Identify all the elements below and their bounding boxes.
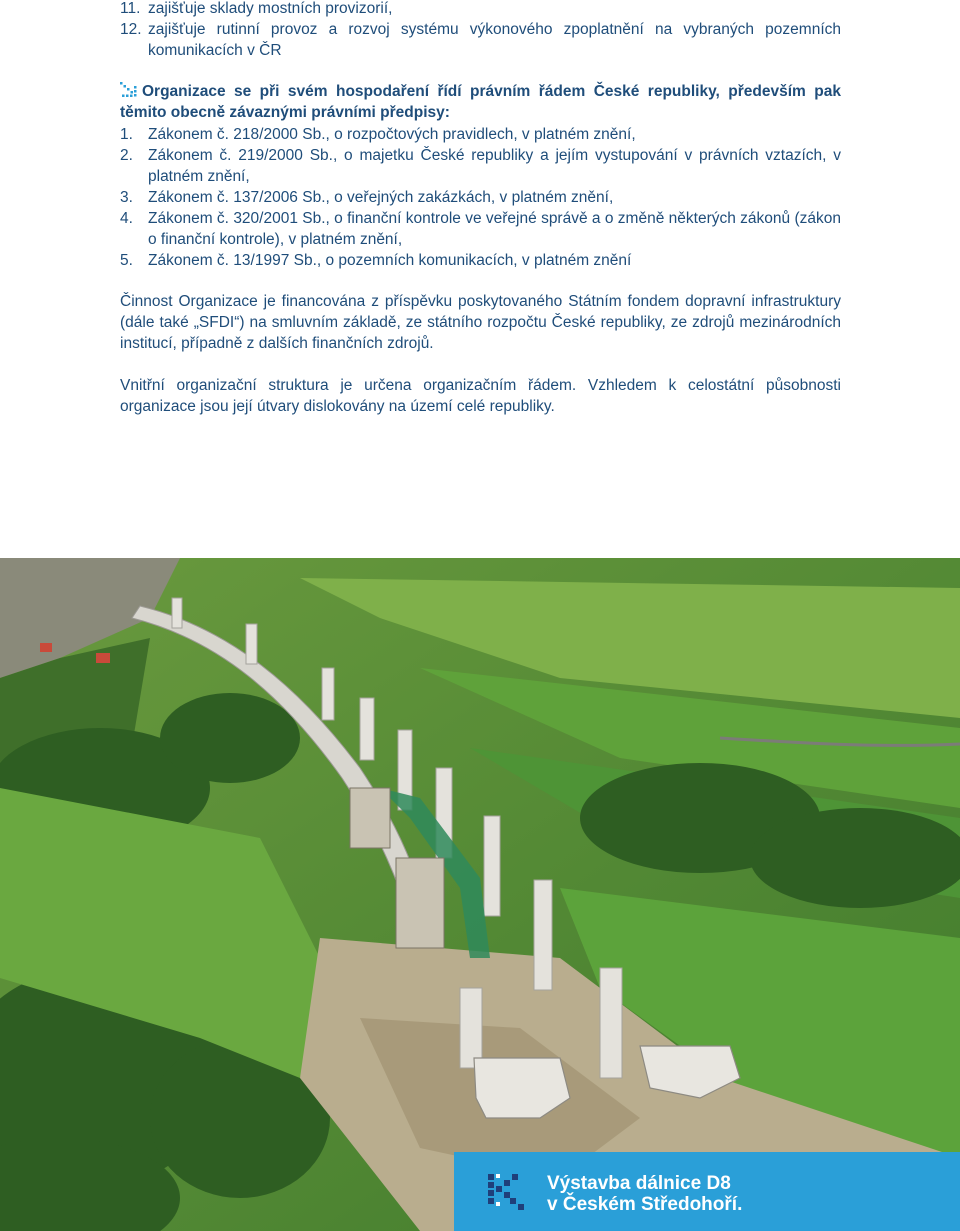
laws-list <box>120 124 841 271</box>
list-number: 2. <box>120 147 133 164</box>
structure-paragraph: Vnitřní organizační struktura je určena organizačním řádem. Vzhledem k celostátní působnosti organizace jsou její útvary dislokovány na území celé republiky. <box>120 377 841 415</box>
list-text: Zákonem č. 13/1997 Sb., o pozemních komunikacích, v platném znění <box>148 252 632 269</box>
list-text: Zákonem č. 218/2000 Sb., o rozpočtových pravidlech, v platném znění, <box>148 126 636 143</box>
list-text: zajišťuje rutinní provoz a rozvoj systému výkonového zpoplatnění na vybraných pozemních komunikacích v ČR <box>148 21 841 59</box>
legal-framework-heading <box>120 81 841 123</box>
list-text: Zákonem č. 137/2006 Sb., o veřejných zakázkách, v platném znění, <box>148 189 614 206</box>
list-item <box>120 250 841 271</box>
list-item <box>120 0 841 19</box>
photo-caption <box>547 1173 742 1215</box>
list-item <box>120 124 841 145</box>
heading-text: Organizace se při svém hospodaření řídí právním řádem České republiky, především pak těmito obecně závaznými právními předpisy: <box>120 83 841 121</box>
list-item <box>120 19 841 61</box>
list-text: zajišťuje sklady mostních provizorií, <box>148 0 393 17</box>
dotted-arrow-icon <box>120 82 138 98</box>
list-text: Zákonem č. 219/2000 Sb., o majetku České republiky a jejím vystupování v právních vztazích, v platném znění, <box>148 147 841 185</box>
list-item <box>120 187 841 208</box>
list-number: 5. <box>120 252 133 269</box>
caption-line-2: v Českém Středohoří. <box>547 1194 743 1215</box>
bridge-construction-photo <box>0 558 960 1231</box>
list-item <box>120 145 841 187</box>
list-number: 4. <box>120 210 133 227</box>
list-number: 12. <box>120 21 142 38</box>
list-text: Zákonem č. 320/2001 Sb., o finanční kontrole ve veřejné správě a o změně některých zákonů (zákon o finanční kontrole), v platném znění, <box>148 210 841 248</box>
photo-caption-box <box>454 1152 960 1231</box>
activity-list-continuation <box>120 0 841 61</box>
list-number: 3. <box>120 189 133 206</box>
list-number: 11. <box>120 0 141 17</box>
financing-paragraph: Činnost Organizace je financována z příspěvku poskytovaného Státním fondem dopravní infrastruktury (dále také „SFDI“) na smluvním základě, ze státního rozpočtu České republiky, ze zdrojů mezinárodních institucí, případně z dalších finančních zdrojů. <box>120 293 841 352</box>
list-item <box>120 208 841 250</box>
list-number: 1. <box>120 126 133 143</box>
caption-line-1: Výstavba dálnice D8 <box>547 1173 731 1194</box>
rsd-logo-icon <box>488 1174 524 1210</box>
